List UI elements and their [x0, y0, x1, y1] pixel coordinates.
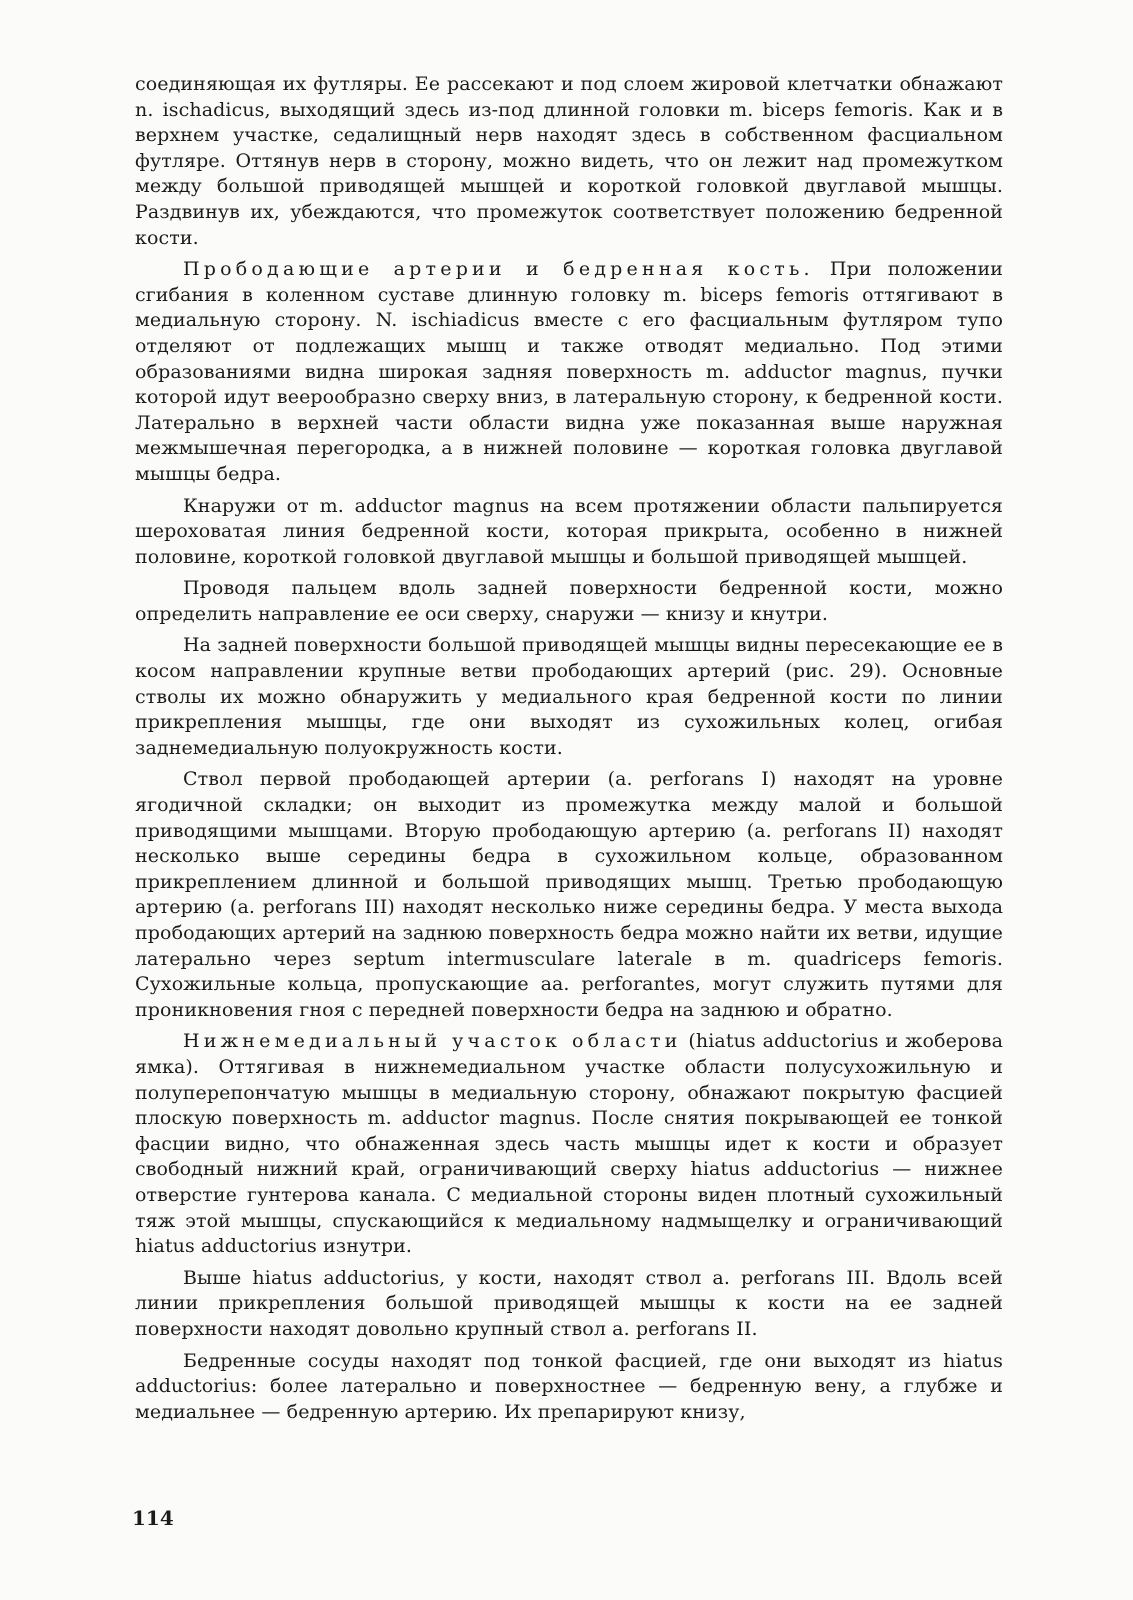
paragraph-text: Ствол первой прободающей артерии (a. perforans I) находят на уровне ягодичной складки; он выходит из промежутка между малой и большой приводящими мышцами. Вторую прободающую артерию (a. perforans II) находят несколько выше середины бедра в сухожильном кольце, образованном прикреплением длинной и большой приводящих мышц. Третью прободающую артерию (a. perforans III) находят несколько ниже середины бедра. У места выхода прободающих артерий на заднюю поверхность бедра можно найти их ветви, идущие латерально через septum intermusculare laterale в m. quadriceps femoris. Сухожильные кольца, пропускающие aa. perforantes, могут служить путями для проникновения гноя с передней поверхности бедра на заднюю и обратно. — [135, 768, 1003, 1021]
section-heading-lower-medial-area: Нижнемедиальный участок области — [183, 1030, 682, 1053]
paragraph-text: При положении сгибания в коленном суставе длинную головку m. biceps femoris оттягивают в медиальную сторону. N. ischiadicus вместе с его фасциальным футляром тупо отделяют от подлежащих мышц и также отводят медиально. Под этими образованиями видна широкая задняя поверхность m. adductor magnus, пучки которой идут веерообразно сверху вниз, в латеральную сторону, к бедренной кости. Латерально в верхней части области видна уже показанная выше наружная межмышечная перегородка, а в нижней половине — короткая головка двуглавой мышцы бедра. — [135, 258, 1003, 485]
page-number: 114 — [132, 1506, 174, 1530]
paragraph-text: Кнаружи от m. adductor magnus на всем протяжении области пальпируется шероховатая линия бедренной кости, которая прикрыта, особенно в нижней половине, короткой головкой двуглавой мышцы и большой приводящей мышцей. — [135, 494, 1003, 568]
paragraph-2 — [135, 257, 1003, 487]
body-text — [135, 72, 1003, 1431]
paragraph-text: Проводя пальцем вдоль задней поверхности бедренной кости, можно определить направление ее оси сверху, снаружи — книзу и кнутри. — [135, 577, 1003, 625]
paragraph-5 — [135, 633, 1003, 761]
paragraph-4 — [135, 576, 1003, 627]
paragraph-9 — [135, 1349, 1003, 1426]
paragraph-3 — [135, 494, 1003, 571]
paragraph-text: На задней поверхности большой приводящей мышцы видны пересекающие ее в косом направлении крупные ветви прободающих артерий (рис. 29). Основные стволы их можно обнаружить у медиального края бедренной кости по линии прикрепления мышцы, где они выходят из сухожильных колец, огибая заднемедиальную полуокружность кости. — [135, 634, 1003, 759]
paragraph-text: соединяющая их футляры. Ее рассекают и под слоем жировой клетчатки обнажают n. ischadicus, выходящий здесь из-под длинной головки m. biceps femoris. Как и в верхнем участке, седалищный нерв находят здесь в собственном фасциальном футляре. Оттянув нерв в сторону, можно видеть, что он лежит над промежутком между большой приводящей мышцей и короткой головкой двуглавой мышцы. Раздвинув их, убеждаются, что промежуток соответствует положению бедренной кости. — [135, 73, 1003, 249]
paragraph-text: Бедренные сосуды находят под тонкой фасцией, где они выходят из hiatus adductorius: более латерально и поверхностнее — бедренную вену, а глубже и медиальнее — бедренную артерию. Их препарируют книзу, — [135, 1349, 1003, 1423]
paragraph-text: Выше hiatus adductorius, у кости, находят ствол a. perforans III. Вдоль всей линии прикрепления большой приводящей мышцы к кости на ее задней поверхности находят довольно крупный ствол a. perforans II. — [135, 1266, 1003, 1340]
paragraph-text: (hiatus adductorius и жоберова ямка). Оттягивая в нижнемедиальном участке области полусухожильную и полуперепончатую мышцы в медиальную сторону, обнажают покрытую фасцией плоскую поверхность m. adductor magnus. После снятия покрывающей ее тонкой фасции видно, что обнаженная здесь часть мышцы идет к кости и образует свободный нижний край, ограничивающий сверху hiatus adductorius — нижнее отверстие гунтерова канала. С медиальной стороны виден плотный сухожильный тяж этой мышцы, спускающийся к медиальному надмыщелку и ограничивающий hiatus adductorius изнутри. — [135, 1030, 1003, 1258]
paragraph-7 — [135, 1029, 1003, 1259]
section-heading-perforating-arteries: Прободающие артерии и бедренная кость. — [183, 258, 814, 281]
paragraph-1 — [135, 72, 1003, 251]
paragraph-8 — [135, 1266, 1003, 1343]
paragraph-6 — [135, 767, 1003, 1023]
